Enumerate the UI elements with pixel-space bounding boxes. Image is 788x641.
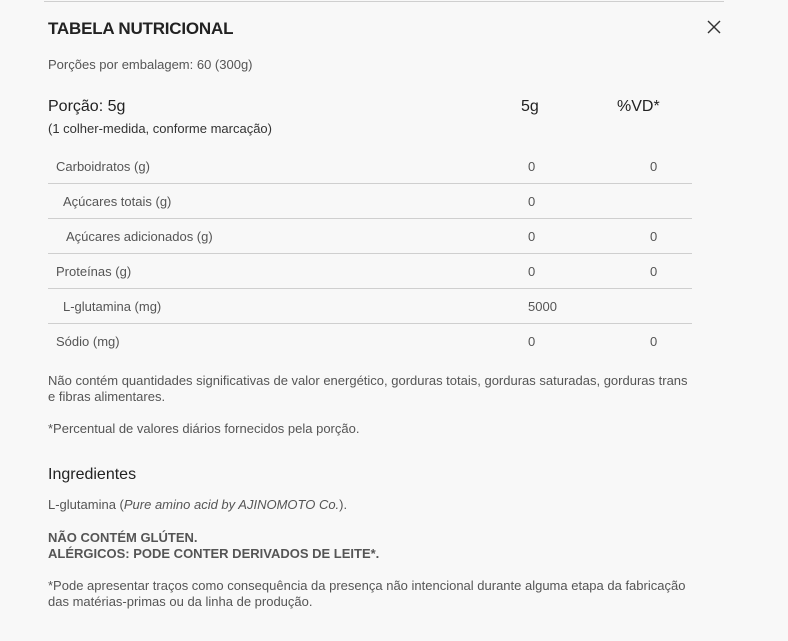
portion-subtitle: (1 colher-medida, conforme marcação) xyxy=(48,121,272,136)
table-row xyxy=(48,289,692,324)
table-row xyxy=(48,219,692,254)
ingredients-end: ). xyxy=(339,497,348,512)
row-vd: 0 xyxy=(650,159,658,174)
table-row xyxy=(48,184,692,219)
table-row xyxy=(48,254,692,289)
table-row xyxy=(48,149,692,184)
ingredients-source: Pure amino acid by AJINOMOTO Co. xyxy=(123,497,340,512)
nutrition-table xyxy=(48,149,692,359)
traces-note: *Pode apresentar traços como consequência da presença não intencional durante alguma etapa da fabricação das matérias-primas ou da linha de produção. xyxy=(48,578,686,609)
row-label: Carboidratos (g) xyxy=(56,159,150,174)
servings-per-package: Porções por embalagem: 60 (300g) xyxy=(48,57,253,72)
percent-note: *Percentual de valores diários fornecidos pela porção. xyxy=(48,421,360,436)
allergen-warning: ALÉRGICOS: PODE CONTER DERIVADOS DE LEITE*. xyxy=(48,546,380,561)
row-vd: 0 xyxy=(650,334,658,349)
portion-title: Porção: 5g xyxy=(48,98,126,115)
top-divider xyxy=(44,1,724,2)
ingredients-title: Ingredientes xyxy=(48,466,137,483)
close-icon xyxy=(707,20,721,34)
row-label: Açúcares adicionados (g) xyxy=(66,229,213,244)
row-amount: 5000 xyxy=(528,299,557,314)
table-row xyxy=(48,324,692,359)
gluten-warning: NÃO CONTÉM GLÚTEN. xyxy=(48,530,198,545)
row-vd: 0 xyxy=(650,229,658,244)
ingredients-text xyxy=(48,497,698,513)
column-header-amount: 5g xyxy=(521,98,539,115)
row-label: L-glutamina (mg) xyxy=(63,299,162,314)
column-header-vd: %VD* xyxy=(617,98,660,115)
row-label: Proteínas (g) xyxy=(56,264,132,279)
row-amount: 0 xyxy=(528,264,536,279)
row-label: Açúcares totais (g) xyxy=(63,194,172,209)
row-vd: 0 xyxy=(650,264,658,279)
ingredients-plain: L-glutamina ( xyxy=(48,497,124,512)
close-button[interactable] xyxy=(704,17,724,37)
row-amount: 0 xyxy=(528,194,536,209)
row-amount: 0 xyxy=(528,159,536,174)
row-amount: 0 xyxy=(528,229,536,244)
not-significant-note: Não contém quantidades significativas de valor energético, gorduras totais, gorduras saturadas, gorduras trans e fibras alimentares. xyxy=(48,373,688,404)
row-amount: 0 xyxy=(528,334,536,349)
row-label: Sódio (mg) xyxy=(56,334,120,349)
modal-title: TABELA NUTRICIONAL xyxy=(48,19,234,38)
